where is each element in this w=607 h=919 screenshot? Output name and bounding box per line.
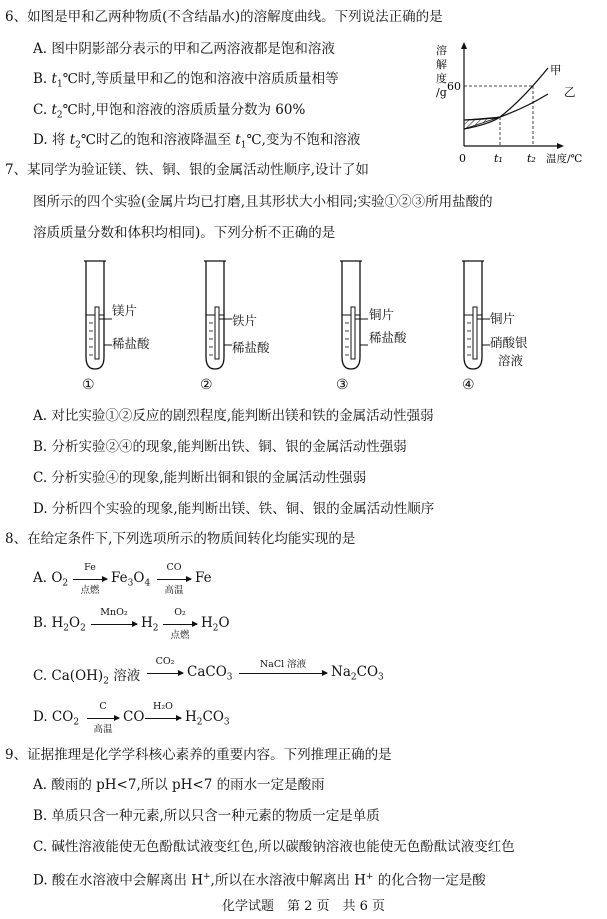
q7-option-c: C. 分析实验④的现象,能判断出铜和银的金属活动性强弱 (33, 470, 367, 486)
q7-option-b: B. 分析实验②④的现象,能判断出铁、铜、银的金属活动性强弱 (33, 439, 407, 455)
q7-stem-line2: 图所示的四个实验(金属片均已打磨,且其形状大小相同;实验①②③所用盐酸的 (33, 194, 493, 210)
tube4-liquid-label: 硝酸银 (490, 335, 528, 350)
tube1-liquid-label: 稀盐酸 (112, 336, 150, 351)
tube2-liquid-label: 稀盐酸 (232, 340, 270, 355)
tube3-liquid-label: 稀盐酸 (369, 330, 407, 345)
ylabel-3: 度 (436, 72, 447, 85)
q6-stem: 6、如图是甲和乙两种物质(不含结晶水)的溶解度曲线。下列说法正确的是 (5, 9, 443, 25)
test-tube-3 (340, 261, 368, 369)
tube3-metal-label: 铜片 (369, 307, 395, 322)
q9-option-b: B. 单质只含一种元素,所以只含一种元素的物质一定是单质 (33, 808, 380, 824)
tube2-number: ② (200, 377, 213, 393)
test-tube-1 (84, 261, 112, 369)
q8-option-c: C. $Ca(OH)_2$ 溶液 CO₂ CaCO$_3$ NaCl 溶液 $Na_2CO_3$ (33, 656, 384, 687)
ylabel-1: 溶 (436, 44, 447, 57)
q8-option-b: B. $H_2O_2$ MnO₂ $H_2$ O₂ 点燃 $H_2O$ (33, 607, 230, 641)
tube4-liquid-label-2: 溶液 (498, 353, 524, 368)
q7-stem-line3: 溶质质量分数和体积均相同)。下列分析不正确的是 (33, 225, 336, 241)
tube2-metal-label: 铁片 (232, 313, 258, 328)
legend-jia: 甲 (550, 63, 562, 77)
tube1-metal-label: 镁片 (112, 303, 138, 318)
x-axis-label: 温度/℃ (546, 153, 583, 165)
tube4-number: ④ (462, 377, 475, 393)
q6-option-b: B. $t_1℃$时,等质量甲和乙的饱和溶液中溶质质量相等 (33, 71, 339, 90)
q9-option-d: D. 酸在水溶液中会解离出 H+,所以在水溶液中解离出 H+ 的化合物一定是酸 (33, 872, 486, 889)
origin-label: 0 (459, 152, 466, 165)
x-tick-t2: t₂ (527, 152, 536, 165)
q7-stem-line1: 7、某同学为验证镁、铁、铜、银的金属活动性顺序,设计了如 (5, 162, 369, 178)
x-tick-t1: t₁ (494, 152, 503, 165)
q8-option-a: A. $O_2$ Fe 点燃 $Fe_3O_4$ CO 高温 Fe (33, 562, 212, 596)
ylabel-4: /g (436, 86, 447, 99)
q9-option-a: A. 酸雨的 pH<7,所以 pH<7 的雨水一定是酸雨 (33, 777, 325, 793)
q9-option-c: C. 碱性溶液能使无色酚酞试液变红色,所以碳酸钠溶液也能使无色酚酞试液变红色 (33, 839, 515, 855)
q6-option-c: C. $t_2℃$时,甲饱和溶液的溶质质量分数为 60% (33, 102, 306, 121)
y-tick-60: 60 (447, 80, 461, 93)
test-tube-2 (204, 261, 232, 369)
q8-stem: 8、在给定条件下,下列选项所示的物质间转化均能实现的是 (5, 531, 356, 547)
legend-yi: 乙 (564, 85, 576, 99)
tube4-metal-label: 铜片 (490, 311, 516, 326)
tube1-number: ① (82, 377, 95, 393)
curve-yi (464, 94, 548, 120)
ylabel-2: 解 (436, 58, 447, 71)
q6-option-a: A. 图中阴影部分表示的甲和乙两溶液都是饱和溶液 (33, 41, 335, 57)
q7-option-a: A. 对比实验①②反应的剧烈程度,能判断出镁和铁的金属活动性强弱 (33, 408, 434, 424)
q9-stem: 9、证据推理是化学学科核心素养的重要内容。下列推理正确的是 (5, 747, 392, 763)
solubility-graph (430, 34, 590, 174)
q7-option-d: D. 分析四个实验的现象,能判断出镁、铁、铜、银的金属活动性顺序 (33, 501, 435, 517)
test-tubes-figure (60, 257, 560, 399)
tube3-number: ③ (336, 377, 349, 393)
page-footer: 化学试题 第 2 页 共 6 页 (221, 899, 386, 914)
test-tube-4 (462, 261, 490, 369)
q8-option-d: D. $CO_2$ C 高温 CO H₂O $H_2CO_3$ (33, 701, 230, 735)
q6-option-d: D. 将 $t_2℃$时乙的饱和溶液降温至 $t_1℃$,变为不饱和溶液 (33, 132, 361, 151)
